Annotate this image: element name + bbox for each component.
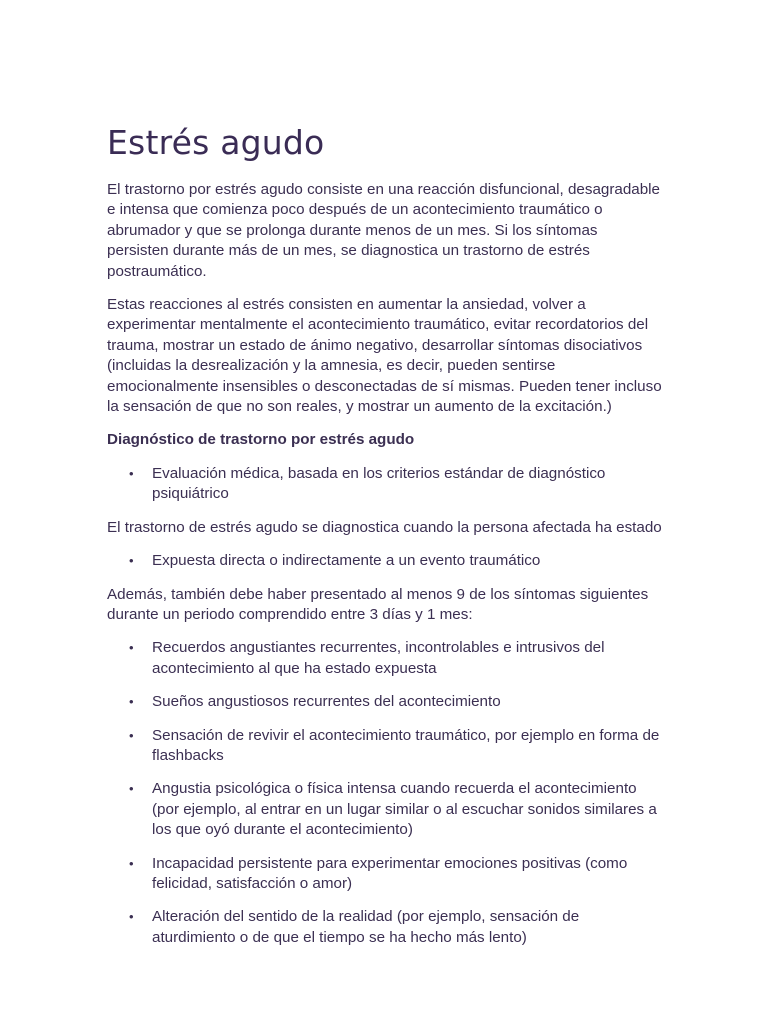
list-item-text: Alteración del sentido de la realidad (por ejemplo, sensación de aturdimiento o de que el tiempo se ha hecho más lento) xyxy=(152,908,580,946)
list-item-text: Recuerdos angustiantes recurrentes, incontrolables e intrusivos del acontecimiento al que ha estado expuesta xyxy=(152,639,605,677)
list-item-text: Evaluación médica, basada en los criterios estándar de diagnóstico psiquiátrico xyxy=(152,464,606,503)
bullet-icon: • xyxy=(129,855,134,871)
diagnosis-paragraph: El trastorno de estrés agudo se diagnostica cuando la persona afectada ha estado xyxy=(107,518,662,536)
page-title: Estrés agudo xyxy=(107,123,325,162)
bullet-icon: • xyxy=(129,553,134,569)
bullet-icon: • xyxy=(129,694,134,710)
list-item xyxy=(107,854,663,895)
list-item xyxy=(107,907,663,948)
list-item-text: Sensación de revivir el acontecimiento traumático, por ejemplo en forma de flashbacks xyxy=(152,726,660,764)
bullet-icon: • xyxy=(129,727,134,743)
exposure-list xyxy=(107,551,663,571)
bullet-icon: • xyxy=(129,640,134,656)
criteria-paragraph: Además, también debe haber presentado al menos 9 de los síntomas siguientes durante un periodo comprendido entre 3 días y 1 mes: xyxy=(107,585,649,623)
list-item xyxy=(107,779,663,840)
list-item xyxy=(107,692,663,712)
list-item xyxy=(107,464,663,505)
diagnosis-list xyxy=(107,464,663,505)
list-item-text: Expuesta directa o indirectamente a un evento traumático xyxy=(152,552,541,570)
document-page xyxy=(107,120,663,961)
bullet-icon: • xyxy=(129,781,134,797)
list-item-text: Sueños angustiosos recurrentes del acontecimiento xyxy=(152,693,501,711)
symptom-list xyxy=(107,638,663,948)
list-item xyxy=(107,638,663,679)
bullet-icon: • xyxy=(129,465,134,481)
diagnosis-heading: Diagnóstico de trastorno por estrés agudo xyxy=(107,431,415,449)
symptoms-paragraph: Estas reacciones al estrés consisten en aumentar la ansiedad, volver a experimentar mentalmente el acontecimiento traumático, evitar recordatorios del trauma, mostrar un estado de ánimo negativo, desarrollar síntomas disociativos (incluidas la desrealización y la amnesia, es decir, pueden sentirse emocionalmente insensibles o desconectadas de sí mismas. Pueden tener incluso la sensación de que no son reales, y mostrar un aumento de la excitación.) xyxy=(107,296,662,416)
list-item xyxy=(107,726,663,767)
list-item-text: Incapacidad persistente para experimentar emociones positivas (como felicidad, satisfacción o amor) xyxy=(152,854,628,892)
bullet-icon: • xyxy=(129,909,134,925)
list-item-text: Angustia psicológica o física intensa cuando recuerda el acontecimiento (por ejemplo, al entrar en un lugar similar o al escuchar sonidos similares a los que oyó durante el acontecimiento) xyxy=(152,780,657,839)
list-item xyxy=(107,551,663,571)
intro-paragraph: El trastorno por estrés agudo consiste en una reacción disfuncional, desagradable e intensa que comienza poco después de un acontecimiento traumático o abrumador y que se prolonga durante menos de un mes. Si los síntomas persisten durante más de un mes, se diagnostica un trastorno de estrés postraumático. xyxy=(107,181,661,280)
